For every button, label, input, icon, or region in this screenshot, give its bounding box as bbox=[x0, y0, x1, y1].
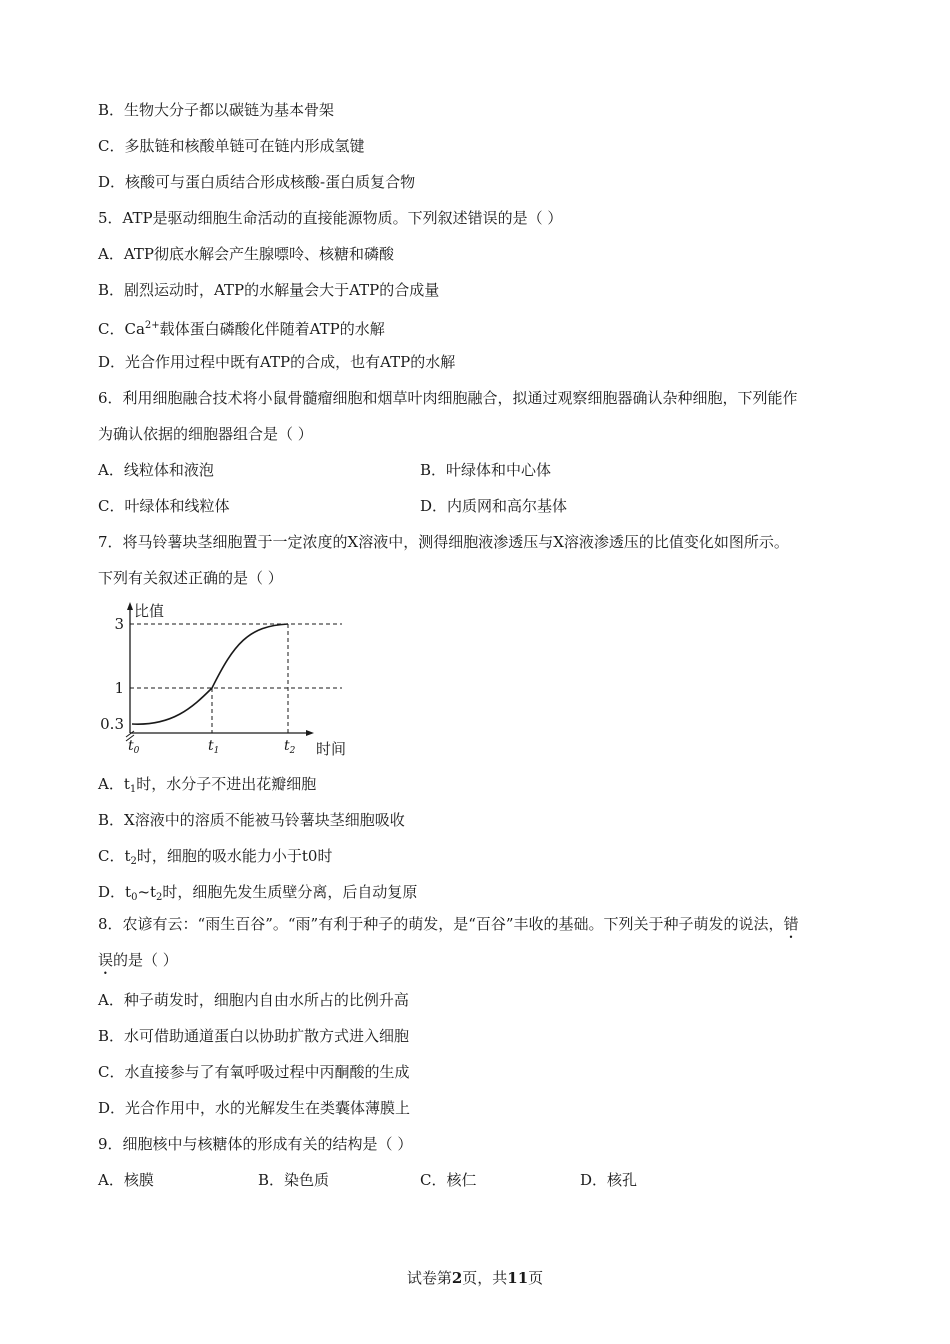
q7-option-d bbox=[98, 882, 417, 908]
q5-c-post: 载体蛋白磷酸化伴随着ATP的水解 bbox=[159, 320, 385, 338]
q7-a-sub: 1 bbox=[129, 784, 137, 795]
q8-stem2-text: 的是（ ） bbox=[113, 951, 178, 969]
q7-a-post: 时，水分子不进出花瓣细胞 bbox=[136, 775, 317, 793]
q5-option-d: D．光合作用过程中既有ATP的合成，也有ATP的水解 bbox=[98, 353, 456, 371]
q5-option-b: B．剧烈运动时，ATP的水解量会大于ATP的合成量 bbox=[98, 281, 440, 299]
footer-post: 页 bbox=[528, 1269, 544, 1287]
ratio-chart bbox=[96, 598, 366, 768]
q7-c-post: 时，细胞的吸水能力小于t0时 bbox=[136, 847, 333, 865]
y-tick-label-2: 3 bbox=[114, 615, 124, 633]
q7-option-a bbox=[98, 774, 316, 800]
footer-mid: 页，共 bbox=[462, 1269, 508, 1287]
x-axis-label: 时间 bbox=[316, 740, 347, 758]
q5-option-c bbox=[98, 316, 385, 339]
q9-option-a: A．核膜 bbox=[98, 1171, 154, 1189]
y-tick-label-1: 1 bbox=[114, 679, 124, 697]
dashed-guides bbox=[130, 624, 342, 733]
q6-option-d: D．内质网和高尔基体 bbox=[420, 497, 568, 515]
q7-d-pre: D．t bbox=[98, 883, 132, 901]
q7-stem-line2: 下列有关叙述正确的是（ ） bbox=[98, 569, 283, 587]
q6-stem-line1: 6．利用细胞融合技术将小鼠骨髓瘤细胞和烟草叶肉细胞融合，拟通过观察细胞器确认杂种细胞，下列能作 bbox=[98, 389, 798, 407]
option-d-prev: D．核酸可与蛋白质结合形成核酸-蛋白质复合物 bbox=[98, 173, 416, 191]
x-tick-labels bbox=[128, 738, 296, 756]
q8-emphasis-2: 误 bbox=[98, 951, 114, 969]
footer-page: 2 bbox=[451, 1269, 463, 1287]
y-axis-arrow bbox=[127, 602, 133, 610]
q8-stem-line2 bbox=[98, 950, 178, 978]
q6-option-a: A．线粒体和液泡 bbox=[98, 461, 214, 479]
q5-stem: 5．ATP是驱动细胞生命活动的直接能源物质。下列叙述错误的是（ ） bbox=[98, 209, 563, 227]
series-line bbox=[132, 624, 288, 724]
x-axis-arrow bbox=[306, 730, 314, 736]
q5-option-a: A．ATP彻底水解会产生腺嘌呤、核糖和磷酸 bbox=[98, 245, 394, 263]
q7-d-sub2: 2 bbox=[156, 892, 163, 903]
q5-c-pre: C．Ca bbox=[98, 320, 145, 338]
y-tick-labels bbox=[100, 615, 124, 733]
q7-d-mid: ~t bbox=[137, 883, 157, 901]
page-footer bbox=[0, 1268, 950, 1288]
y-tick-label-0: 0.3 bbox=[100, 715, 124, 733]
q8-option-d: D．光合作用中，水的光解发生在类囊体薄膜上 bbox=[98, 1099, 411, 1117]
x-tick-label-0: $t_0$ bbox=[128, 738, 140, 756]
q7-option-c bbox=[98, 846, 332, 872]
q9-option-d: D．核孔 bbox=[580, 1171, 638, 1189]
q7-c-sub: 2 bbox=[130, 856, 137, 867]
x-tick-label-2: $t_2$ bbox=[284, 738, 296, 756]
q7-c-pre: C．t bbox=[98, 847, 131, 865]
q9-option-b: B．染色质 bbox=[258, 1171, 330, 1189]
q9-option-c: C．核仁 bbox=[420, 1171, 477, 1189]
q7-a-pre: A．t bbox=[98, 775, 130, 793]
x-tick-label-1: $t_1$ bbox=[208, 738, 220, 756]
q6-stem-line2: 为确认依据的细胞器组合是（ ） bbox=[98, 425, 313, 443]
q7-stem-line1: 7．将马铃薯块茎细胞置于一定浓度的X溶液中，测得细胞液渗透压与X溶液渗透压的比值变化如图所示。 bbox=[98, 533, 789, 551]
q6-option-b: B．叶绿体和中心体 bbox=[420, 461, 552, 479]
q8-option-a: A．种子萌发时，细胞内自由水所占的比例升高 bbox=[98, 991, 409, 1009]
q8-option-b: B．水可借助通道蛋白以协助扩散方式进入细胞 bbox=[98, 1027, 410, 1045]
option-b-prev: B．生物大分子都以碳链为基本骨架 bbox=[98, 101, 335, 119]
q8-option-c: C．水直接参与了有氧呼吸过程中丙酮酸的生成 bbox=[98, 1063, 410, 1081]
q8-stem1-text: 8．农谚有云：“雨生百谷”。“雨”有利于种子的萌发，是“百谷”丰收的基础。下列关于种子萌发的说法， bbox=[98, 915, 784, 933]
y-axis-label: 比值 bbox=[134, 602, 165, 620]
footer-total: 11 bbox=[507, 1269, 529, 1287]
q8-stem-line1 bbox=[98, 914, 799, 942]
q8-emphasis-1: 错 bbox=[783, 915, 799, 933]
q9-stem: 9．细胞核中与核糖体的形成有关的结构是（ ） bbox=[98, 1135, 413, 1153]
q5-c-sup: 2+ bbox=[144, 320, 160, 331]
q6-option-c: C．叶绿体和线粒体 bbox=[98, 497, 230, 515]
q7-d-sub1: 0 bbox=[131, 892, 138, 903]
q7-option-b: B．X溶液中的溶质不能被马铃薯块茎细胞吸收 bbox=[98, 811, 405, 829]
q7-d-post: 时，细胞先发生质壁分离，后自动复原 bbox=[162, 883, 418, 901]
option-c-prev: C．多肽链和核酸单链可在链内形成氢键 bbox=[98, 137, 365, 155]
footer-pre: 试卷第 bbox=[406, 1269, 452, 1287]
